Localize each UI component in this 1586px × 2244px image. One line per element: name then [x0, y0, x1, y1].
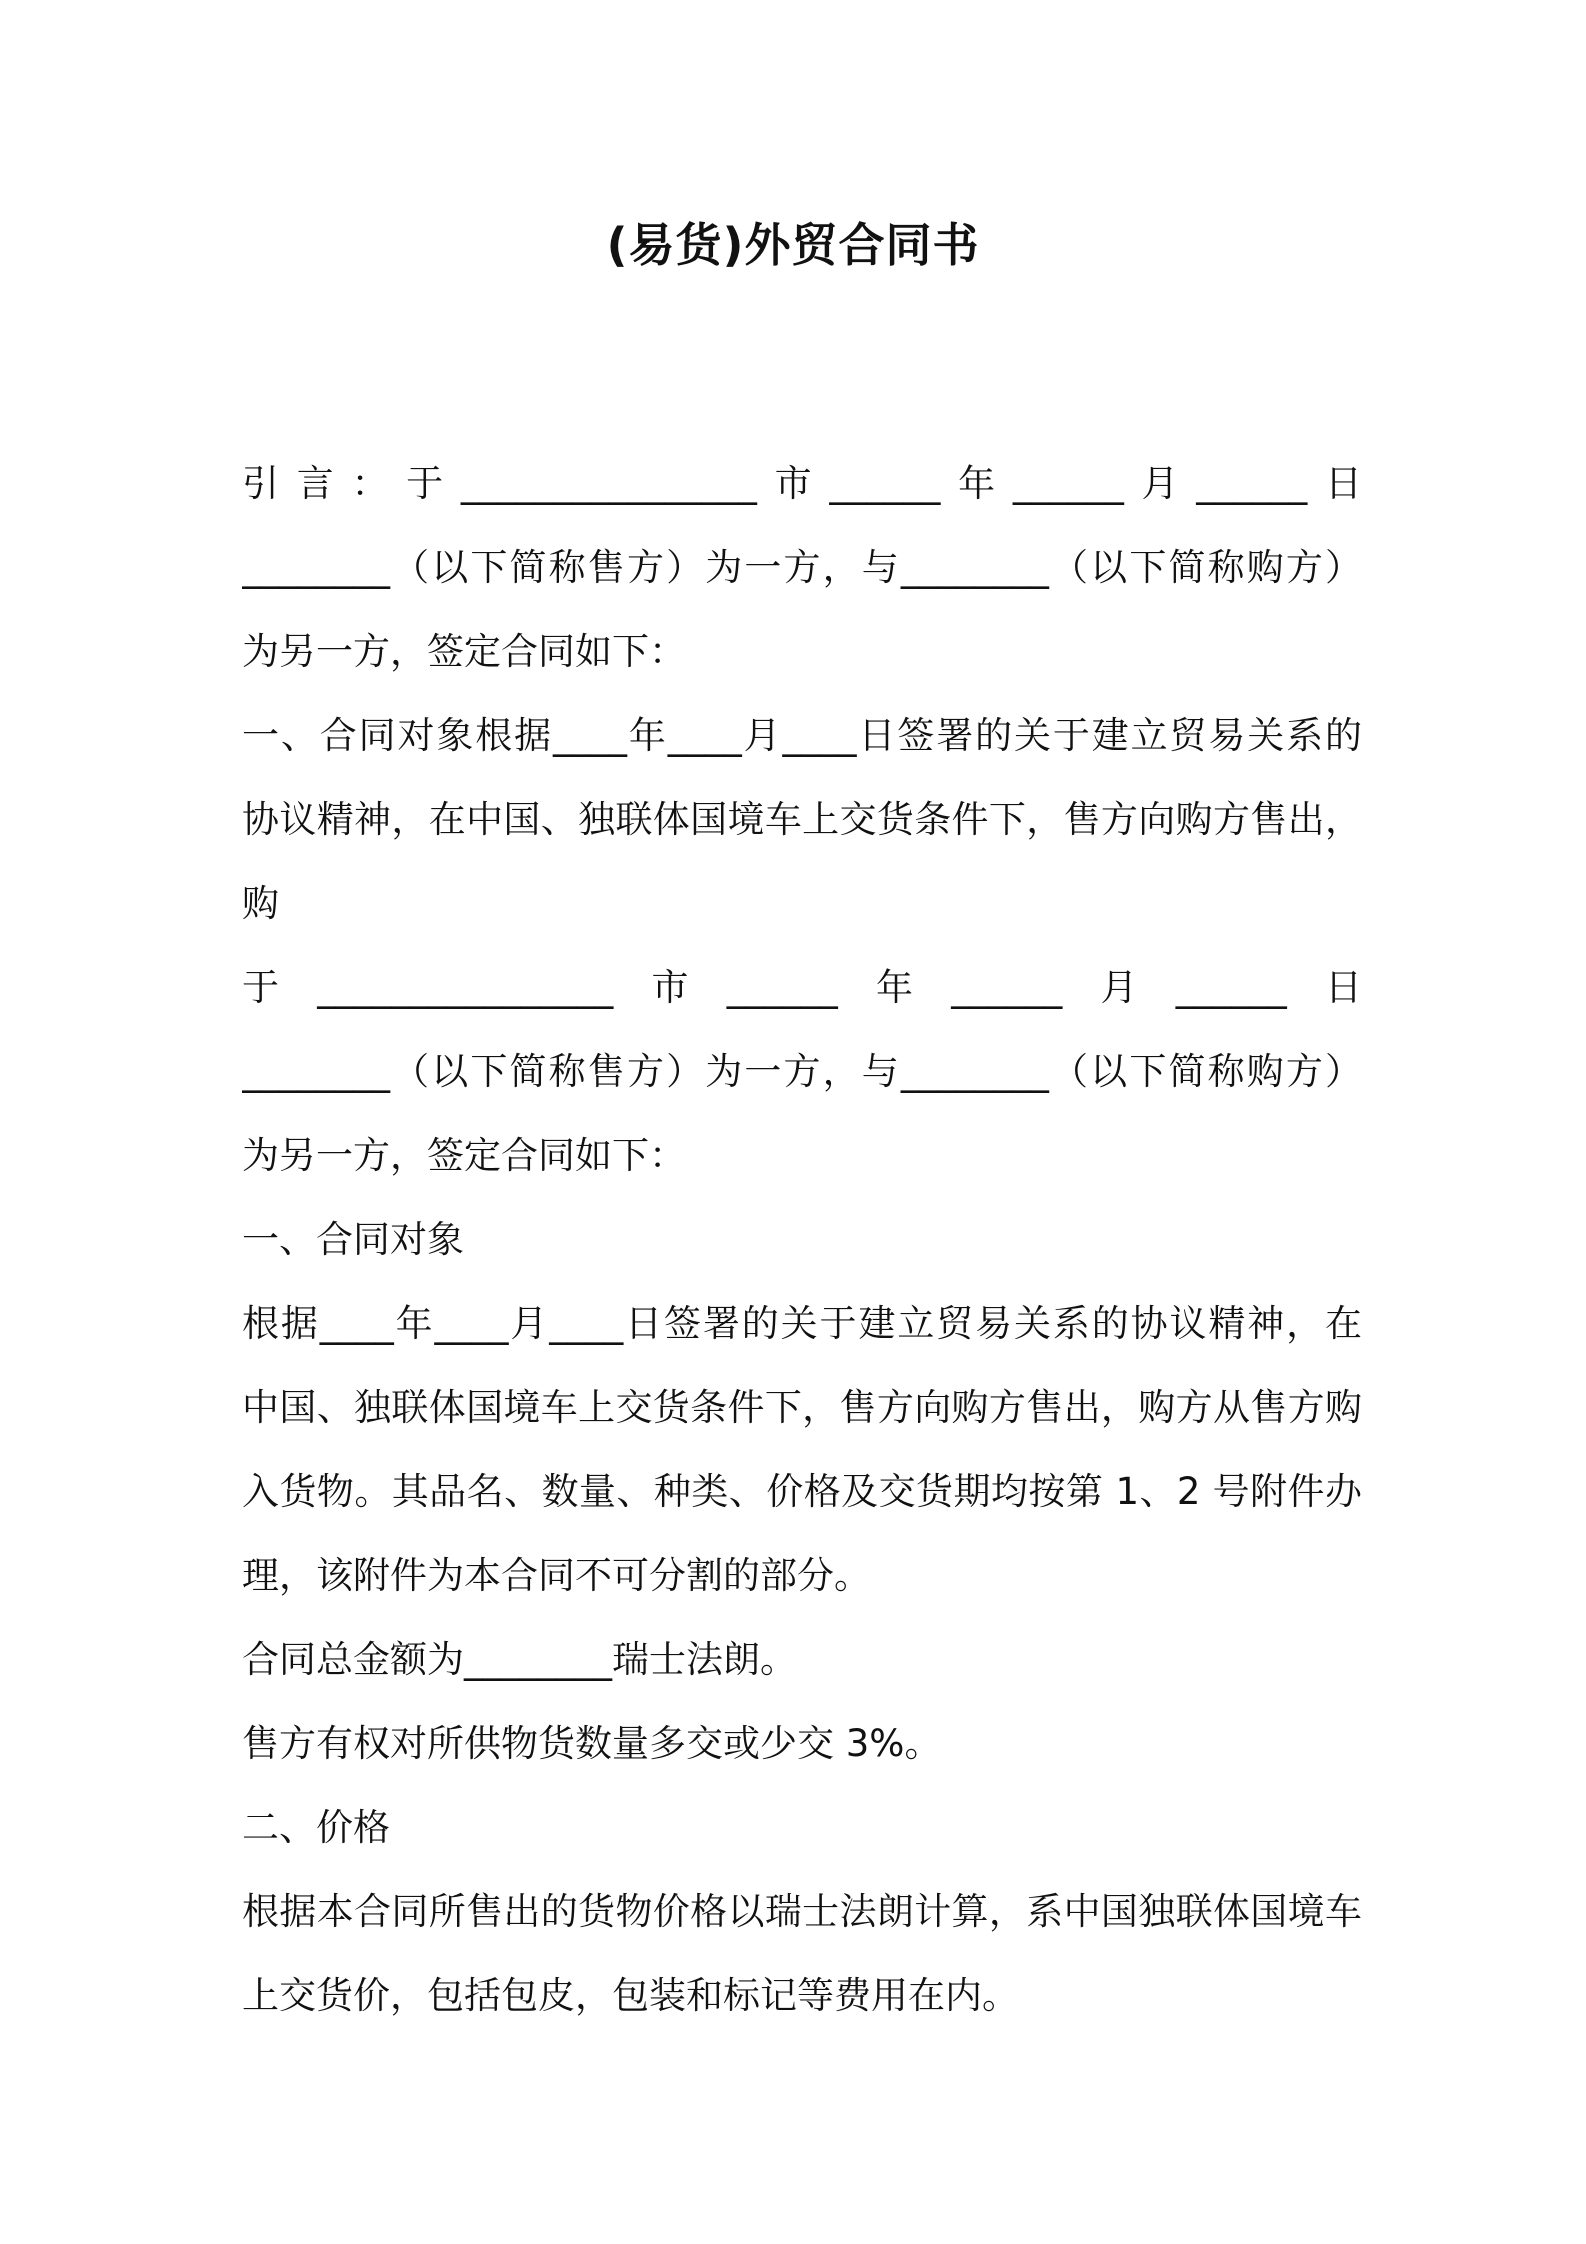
intro-line-2: ________（以下简称售方）为一方，与________（以下简称购方） — [242, 546, 1362, 589]
price-line-2: 上交货价，包括包皮，包装和标记等费用在内。 — [242, 1974, 1019, 2017]
contract-object-line-1: 根据____年____月____日签署的关于建立贸易关系的协议精神，在 — [242, 1302, 1362, 1345]
total-amount-line: 合同总金额为________瑞士法朗。 — [242, 1638, 797, 1681]
document-title: (易货)外贸合同书 — [606, 218, 980, 272]
price-line-1: 根据本合同所售出的货物价格以瑞士法朗计算，系中国独联体国境车 — [242, 1890, 1362, 1933]
section-heading-contract-object: 一、合同对象 — [242, 1218, 464, 1261]
section-1-line-1: 一、合同对象根据____年____月____日签署的关于建立贸易关系的 — [242, 714, 1362, 757]
section-heading-price: 二、价格 — [242, 1806, 390, 1849]
document-body — [242, 442, 1362, 2038]
contract-object-line-4: 理，该附件为本合同不可分割的部分。 — [242, 1554, 871, 1597]
intro-line-3: 为另一方，签定合同如下： — [242, 630, 686, 673]
section-1-line-2: 协议精神，在中国、独联体国境车上交货条件下，售方向购方售出， — [242, 798, 1362, 841]
repeat-intro-line-1: 于________________市______年______月______日 — [242, 966, 1362, 1009]
contract-object-line-3: 入货物。其品名、数量、种类、价格及交货期均按第 1、2 号附件办 — [242, 1470, 1362, 1513]
section-1-line-3: 购 — [242, 882, 279, 925]
contract-object-line-2: 中国、独联体国境车上交货条件下，售方向购方售出，购方从售方购 — [242, 1386, 1362, 1429]
repeat-intro-line-3: 为另一方，签定合同如下： — [242, 1134, 686, 1177]
repeat-intro-line-2: ________（以下简称售方）为一方，与________（以下简称购方） — [242, 1050, 1362, 1093]
quantity-tolerance-line: 售方有权对所供物货数量多交或少交 3%。 — [242, 1722, 942, 1765]
intro-line-1: 引言：于________________市______年______月______日 — [242, 462, 1362, 505]
